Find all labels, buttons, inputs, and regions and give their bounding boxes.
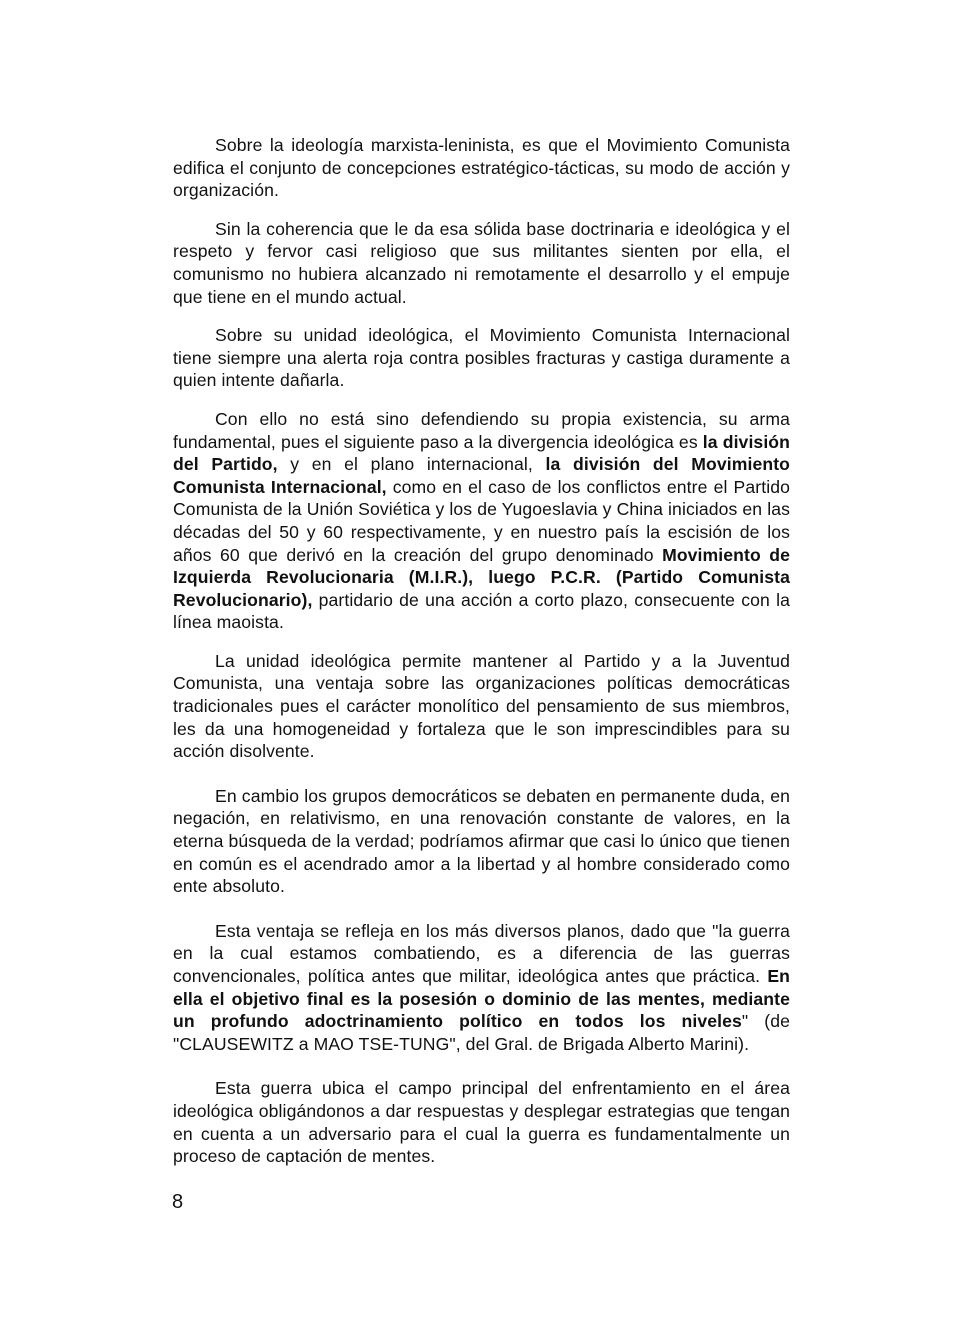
paragraph-text: partidario de una acción a corto plazo, consecuente con la línea maoista.: [173, 589, 790, 633]
paragraph-captacion-mentes: [173, 1077, 790, 1167]
bold-emphasis: En ella el objetivo final es la posesión o dominio de las mentes, mediante un profundo adoctrinamiento político en todos los niveles: [173, 966, 790, 1032]
paragraph-text: Esta ventaja se refleja en los más diversos planos, dado que "la guerra en la cual estamos combatiendo, es a diferencia de las guerras convencionales, política antes que militar, ideológica antes que práctica.: [173, 920, 790, 986]
paragraph-division-partido: [173, 408, 790, 634]
paragraph-text: " (de "CLAUSEWITZ a MAO TSE-TUNG", del Gral. de Brigada Alberto Marini).: [173, 1011, 790, 1054]
paragraph-unidad-ideologica: [173, 324, 790, 392]
document-page-body: [173, 134, 790, 1168]
paragraph-text: Sobre su unidad ideológica, el Movimiento Comunista Internacional tiene siempre una alerta roja contra posibles fracturas y castiga duramente a quien intente dañarla.: [173, 325, 790, 391]
paragraph-grupos-democraticos: [173, 785, 790, 898]
paragraph-text: Sobre la ideología marxista-leninista, es que el Movimiento Comunista edifica el conjunto de concepciones estratégico-tácticas, su modo de acción y organización.: [173, 135, 790, 201]
bold-emphasis: Movimiento de Izquierda Revolucionaria (M.I.R.), luego P.C.R. (Partido Comunista Revolucionario),: [173, 544, 790, 610]
paragraph-guerra-politica: [173, 920, 790, 1056]
paragraph-text: Esta guerra ubica el campo principal del enfrentamiento en el área ideológica obligándonos a dar respuestas y desplegar estrategias que tengan en cuenta a un adversario para el cual la guerra es fundamentalmente un proceso de captación de mentes.: [173, 1078, 790, 1167]
paragraph-text: La unidad ideológica permite mantener al Partido y a la Juventud Comunista, una ventaja sobre las organizaciones políticas democráticas tradicionales pues el carácter monolítico del pensamiento de sus miembros, les da una homogeneidad y fortaleza que le son imprescindibles para su acción disolvente.: [173, 650, 790, 762]
paragraph-text: Sin la coherencia que le da esa sólida base doctrinaria e ideológica y el respeto y fervor casi religioso que sus militantes sienten por ella, el comunismo no hubiera alcanzado ni remotamente el desarrollo y el empuje que tiene en el mundo actual.: [173, 218, 790, 307]
bold-emphasis: la división del Movimiento Comunista Internacional,: [173, 454, 791, 497]
paragraph-ventaja-juventud: [173, 650, 790, 763]
paragraph-text: Con ello no está sino defendiendo su propia existencia, su arma fundamental, pues el siguiente paso a la divergencia ideológica es: [173, 408, 790, 452]
paragraph-text: En cambio los grupos democráticos se debaten en permanente duda, en negación, en relativismo, en una renovación constante de valores, en la eterna búsqueda de la verdad; podríamos afirmar que casi lo único que tienen en común es el acendrado amor a la libertad y al hombre considerado como ente absoluto.: [173, 785, 790, 897]
paragraph-text: y en el plano internacional,: [277, 454, 546, 475]
page-number: 8: [172, 1191, 184, 1213]
paragraph-text: como en el caso de los conflictos entre el Partido Comunista de la Unión Soviética y los de Yugoeslavia y China iniciados en las décadas del 50 y 60 respectivamente, y en nuestro país la escisión de los años 60 que derivó en la creación del grupo denominado: [173, 476, 790, 565]
paragraph-ideologia-marxista: [173, 134, 790, 202]
paragraph-coherencia-doctrinaria: [173, 218, 790, 308]
bold-emphasis: la división del Partido,: [173, 431, 790, 475]
